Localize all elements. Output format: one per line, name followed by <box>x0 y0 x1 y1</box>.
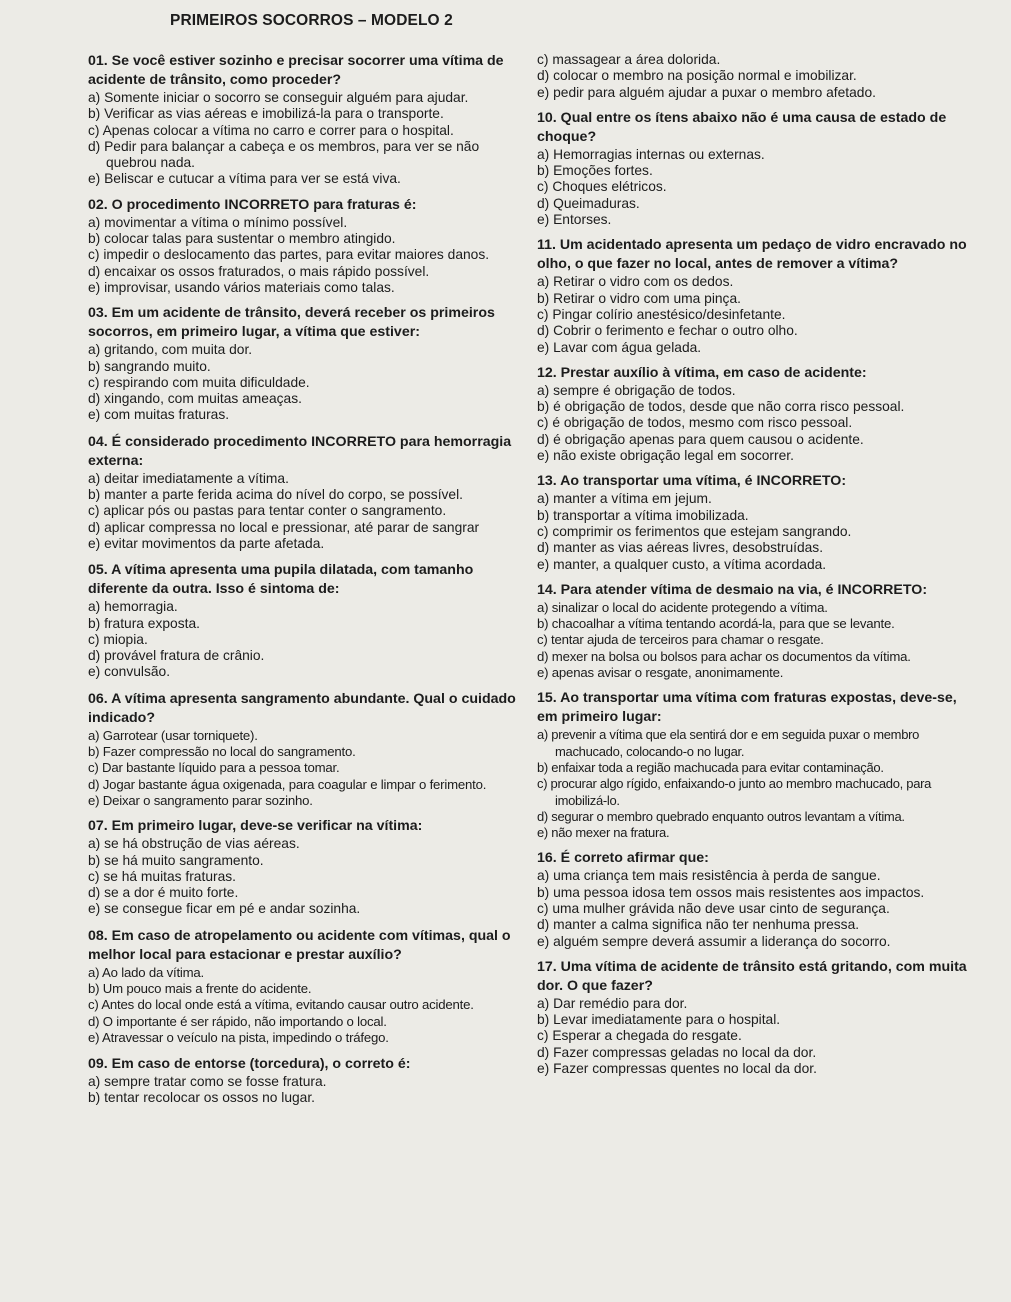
question-text: 10. Qual entre os ítens abaixo não é uma causa de estado de choque? <box>537 109 947 145</box>
answer-options <box>537 996 977 1077</box>
answer-option: e) Lavar com água gelada. <box>537 339 702 355</box>
answer-option: a) Dar remédio para dor. <box>537 995 688 1011</box>
answer-option: e) manter, a qualquer custo, a vítima acordada. <box>537 556 827 572</box>
answer-option: c) respirando com muita dificuldade. <box>88 374 310 390</box>
answer-option: e) não existe obrigação legal em socorrer. <box>537 448 794 464</box>
answer-option: c) miopia. <box>88 631 148 647</box>
question-block <box>88 561 524 680</box>
answer-option: d) Pedir para balançar a cabeça e os membros, para ver se não quebrou nada. <box>88 138 480 171</box>
answer-options <box>537 868 977 949</box>
question-text: 01. Se você estiver sozinho e precisar socorrer uma vítima de acidente de trânsito, como proceder? <box>88 53 504 88</box>
answer-option: e) evitar movimentos da parte afetada. <box>88 535 325 551</box>
answer-option: d) manter a calma significa não ter nenhuma pressa. <box>537 917 860 933</box>
question-text: 14. Para atender vítima de desmaio na via, é INCORRETO: <box>537 581 928 598</box>
answer-option: d) Jogar bastante água oxigenada, para coagular e limpar o ferimento. <box>88 776 487 792</box>
answer-option: b) manter a parte ferida acima do nível do corpo, se possível. <box>88 487 464 503</box>
answer-option: b) Retirar o vidro com uma pinça. <box>537 290 741 306</box>
answer-option: e) Entorses. <box>537 212 612 228</box>
question-text: 05. A vítima apresenta uma pupila dilatada, com tamanho diferente da outra. Isso é sintoma de: <box>88 562 474 598</box>
answer-option: c) comprimir os ferimentos que estejam sangrando. <box>537 523 852 539</box>
question-text: 04. É considerado procedimento INCORRETO para hemorragia externa: <box>88 433 512 469</box>
answer-option: b) Verificar as vias aéreas e imobilizá-la para o transporte. <box>88 106 444 122</box>
answer-options <box>537 383 977 464</box>
question-text: 09. Em caso de entorse (torcedura), o correto é: <box>88 1056 411 1073</box>
answer-options <box>88 342 524 423</box>
question-text: 08. Em caso de atropelamento ou acidente com vítimas, qual o melhor local para estacionar e prestar auxílio? <box>88 927 511 963</box>
answer-option: c) Apenas colocar a vítima no carro e correr para o hospital. <box>88 122 454 138</box>
answer-option: d) Fazer compressas geladas no local da dor. <box>537 1044 817 1060</box>
answer-option: c) é obrigação de todos, mesmo com risco pessoal. <box>537 415 853 431</box>
answer-option: d) colocar o membro na posição normal e imobilizar. <box>537 68 857 84</box>
answer-option: a) Ao lado da vítima. <box>88 964 205 980</box>
answer-option: e) alguém sempre deverá assumir a liderança do socorro. <box>537 933 891 949</box>
answer-option: c) massagear a área dolorida. <box>537 52 721 67</box>
answer-option: e) Deixar o sangramento parar sozinho. <box>88 792 313 808</box>
answer-option: e) não mexer na fratura. <box>537 825 670 841</box>
left-column <box>88 52 524 1107</box>
answer-option: e) pedir para alguém ajudar a puxar o membro afetado. <box>537 84 876 100</box>
answer-option: a) manter a vítima em jejum. <box>537 491 712 507</box>
answer-option: b) Emoções fortes. <box>537 163 653 179</box>
answer-options <box>88 728 524 809</box>
answer-option: c) Esperar a chegada do resgate. <box>537 1028 742 1044</box>
answer-option: d) O importante é ser rápido, não importando o local. <box>88 1013 387 1029</box>
answer-option: a) gritando, com muita dor. <box>88 342 253 358</box>
answer-option: c) aplicar pós ou pastas para tentar conter o sangramento. <box>88 503 447 519</box>
question-block <box>537 581 977 681</box>
right-column <box>537 52 977 1077</box>
answer-options <box>88 836 524 917</box>
answer-option: b) Levar imediatamente para o hospital. <box>537 1012 781 1028</box>
answer-option: c) tentar ajuda de terceiros para chamar o resgate. <box>537 632 824 648</box>
answer-option: d) Cobrir o ferimento e fechar o outro olho. <box>537 323 798 339</box>
answer-option: e) com muitas fraturas. <box>88 407 230 423</box>
answer-option: a) Hemorragias internas ou externas. <box>537 146 765 162</box>
answer-option: c) Pingar colírio anestésico/desinfetante. <box>537 306 786 322</box>
answer-option: a) Retirar o vidro com os dedos. <box>537 274 734 290</box>
answer-option: d) encaixar os ossos fraturados, o mais rápido possível. <box>88 263 430 279</box>
question-block <box>537 236 977 355</box>
answer-option: e) Fazer compressas quentes no local da dor. <box>537 1061 817 1077</box>
answer-option: d) mexer na bolsa ou bolsos para achar os documentos da vítima. <box>537 648 911 664</box>
answer-options <box>88 215 524 296</box>
answer-options <box>88 599 524 680</box>
answer-options <box>537 274 977 355</box>
answer-option: c) Dar bastante líquido para a pessoa tomar. <box>88 760 340 776</box>
page-title: PRIMEIROS SOCORROS – MODELO 2 <box>170 12 453 29</box>
answer-option: b) fratura exposta. <box>88 615 200 631</box>
answer-option: d) é obrigação apenas para quem causou o acidente. <box>537 431 864 447</box>
answer-option: e) Beliscar e cutucar a vítima para ver se está viva. <box>88 171 401 187</box>
answer-option: b) tentar recolocar os ossos no lugar. <box>88 1090 316 1106</box>
answer-option: e) se consegue ficar em pé e andar sozinha. <box>88 901 361 917</box>
answer-option: e) apenas avisar o resgate, anonimamente. <box>537 665 784 681</box>
answer-option: c) se há muitas fraturas. <box>88 868 236 884</box>
answer-option: d) provável fratura de crânio. <box>88 648 265 664</box>
question-text: 11. Um acidentado apresenta um pedaço de vidro encravado no olho, o que fazer no local, antes de remover a vítima? <box>537 237 967 273</box>
answer-option: b) chacoalhar a vítima tentando acordá-la, para que se levante. <box>537 616 895 632</box>
answer-option: e) improvisar, usando vários materiais como talas. <box>88 279 395 295</box>
answer-option: c) uma mulher grávida não deve usar cinto de segurança. <box>537 900 890 916</box>
question-text: 15. Ao transportar uma vítima com fraturas expostas, deve-se, em primeiro lugar: <box>537 690 957 726</box>
question-text: 06. A vítima apresenta sangramento abundante. Qual o cuidado indicado? <box>88 690 516 726</box>
answer-option: b) Um pouco mais a frente do acidente. <box>88 980 312 996</box>
question-text: 07. Em primeiro lugar, deve-se verificar na vítima: <box>88 818 423 835</box>
answer-option: d) Queimaduras. <box>537 195 640 211</box>
question-block <box>537 849 977 949</box>
answer-option: a) prevenir a vítima que ela sentirá dor e em seguida puxar o membro machucado, colocando-o no lugar. <box>537 727 920 759</box>
question-text: 03. Em um acidente de trânsito, deverá receber os primeiros socorros, em primeiro lugar, a vítima que estiver: <box>88 305 495 341</box>
answer-options <box>537 52 977 101</box>
question-block <box>537 958 977 1077</box>
question-block <box>88 52 524 188</box>
answer-options <box>88 471 524 552</box>
answer-option: b) Fazer compressão no local do sangramento. <box>88 744 356 760</box>
answer-option: b) é obrigação de todos, desde que não corra risco pessoal. <box>537 399 905 415</box>
answer-options <box>537 727 977 841</box>
question-block <box>88 927 524 1046</box>
answer-option: b) uma pessoa idosa tem ossos mais resistentes aos impactos. <box>537 884 925 900</box>
question-block <box>88 690 524 809</box>
question-block <box>537 109 977 228</box>
answer-option: d) segurar o membro quebrado enquanto outros levantam a vítima. <box>537 808 905 824</box>
question-text: 16. É correto afirmar que: <box>537 850 709 867</box>
answer-option: a) sempre tratar como se fosse fratura. <box>88 1074 327 1090</box>
answer-option: e) Atravessar o veículo na pista, impedindo o tráfego. <box>88 1029 389 1045</box>
answer-option: c) impedir o deslocamento das partes, para evitar maiores danos. <box>88 247 490 263</box>
answer-option: a) movimentar a vítima o mínimo possível. <box>88 214 348 230</box>
answer-options <box>88 965 524 1046</box>
question-text: 12. Prestar auxílio à vítima, em caso de acidente: <box>537 364 867 381</box>
answer-option: e) convulsão. <box>88 664 171 680</box>
answer-option: a) deitar imediatamente a vítima. <box>88 470 289 486</box>
answer-option: a) sempre é obrigação de todos. <box>537 382 736 398</box>
answer-option: b) se há muito sangramento. <box>88 852 264 868</box>
question-block <box>88 433 524 552</box>
answer-options <box>88 1074 524 1107</box>
answer-options <box>537 491 977 572</box>
question-block <box>537 52 977 101</box>
answer-options <box>88 90 524 188</box>
answer-option: c) Choques elétricos. <box>537 179 667 195</box>
answer-option: b) colocar talas para sustentar o membro atingido. <box>88 231 396 247</box>
answer-option: a) sinalizar o local do acidente protegendo a vítima. <box>537 599 828 615</box>
question-block <box>88 196 524 296</box>
answer-option: d) aplicar compressa no local e pressionar, até parar de sangrar <box>88 519 480 535</box>
question-block <box>88 304 524 423</box>
question-block <box>88 817 524 917</box>
answer-options <box>537 147 977 228</box>
answer-option: d) se a dor é muito forte. <box>88 885 239 901</box>
question-block <box>537 689 977 841</box>
answer-option: a) se há obstrução de vias aéreas. <box>88 836 300 852</box>
answer-option: b) transportar a vítima imobilizada. <box>537 507 749 523</box>
question-block <box>537 364 977 464</box>
answer-option: b) enfaixar toda a região machucada para evitar contaminação. <box>537 759 884 775</box>
question-text: 17. Uma vítima de acidente de trânsito está gritando, com muita dor. O que fazer? <box>537 958 967 994</box>
answer-option: d) xingando, com muitas ameaças. <box>88 391 302 407</box>
answer-option: a) Somente iniciar o socorro se conseguir alguém para ajudar. <box>88 90 469 105</box>
answer-options <box>537 600 977 681</box>
answer-option: a) Garrotear (usar torniquete). <box>88 727 258 743</box>
question-block <box>537 472 977 572</box>
question-text: 02. O procedimento INCORRETO para fraturas é: <box>88 196 417 213</box>
answer-option: c) Antes do local onde está a vítima, evitando causar outro acidente. <box>88 997 474 1013</box>
answer-option: c) procurar algo rígido, enfaixando-o junto ao membro machucado, para imobilizá-lo. <box>537 776 932 808</box>
question-block <box>88 1055 524 1107</box>
answer-option: b) sangrando muito. <box>88 358 211 374</box>
question-text: 13. Ao transportar uma vítima, é INCORRETO: <box>537 473 847 490</box>
answer-option: a) hemorragia. <box>88 599 178 615</box>
answer-option: a) uma criança tem mais resistência à perda de sangue. <box>537 868 881 884</box>
answer-option: d) manter as vias aéreas livres, desobstruídas. <box>537 540 824 556</box>
